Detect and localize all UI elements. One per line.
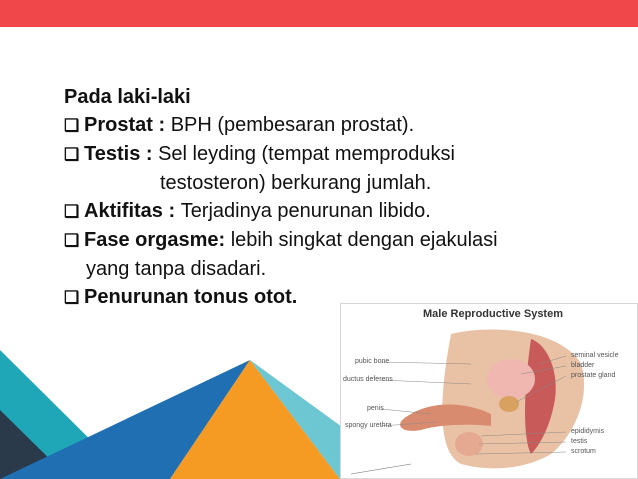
label-scrotum: scrotum (571, 448, 596, 455)
top-accent-bar (0, 0, 638, 27)
label-prostate-gland: prostate gland (571, 372, 616, 379)
bullet-aktifitas: ❑ Aktifitas : Terjadinya penurunan libido. (64, 197, 584, 226)
label-bladder: bladder (571, 362, 595, 369)
heading-line (64, 83, 584, 111)
decorative-shapes (0, 350, 360, 479)
bullet-prostat: ❑ Prostat : BPH (pembesaran prostat). (64, 111, 584, 140)
bullet-fase-orgasme: ❑ Fase orgasme: lebih singkat dengan ejakulasi (64, 226, 584, 255)
checkbox-bullet-icon: ❑ (64, 116, 80, 135)
label-testis: testis (571, 438, 588, 445)
label-seminal-vesicle: seminal vesicle (571, 352, 619, 359)
checkbox-bullet-icon: ❑ (64, 202, 80, 221)
checkbox-bullet-icon: ❑ (64, 145, 80, 164)
figure-title: Male Reproductive System (423, 308, 563, 320)
slide-bullets (64, 83, 584, 312)
label-epididymis: epididymis (571, 428, 605, 435)
label-spongy-urethra: spongy urethra (345, 422, 392, 429)
bullet-testis: ❑ Testis : Sel leyding (tempat memproduksi (64, 140, 584, 169)
bullet-tonus-otot: ❑ Penurunan tonus otot. (64, 283, 584, 312)
anatomy-figure (340, 303, 638, 479)
bullet-testis-continued: testosteron) berkurang jumlah. (160, 172, 432, 194)
heading-text: Pada laki-laki (64, 86, 191, 108)
label-penis: penis (367, 405, 384, 412)
checkbox-bullet-icon: ❑ (64, 288, 80, 307)
label-ductus-deferens: ductus deferens (343, 376, 393, 383)
label-pubic-bone: pubic bone (355, 358, 390, 365)
checkbox-bullet-icon: ❑ (64, 231, 80, 250)
bullet-fase-orgasme-continued: yang tanpa disadari. (86, 258, 267, 280)
